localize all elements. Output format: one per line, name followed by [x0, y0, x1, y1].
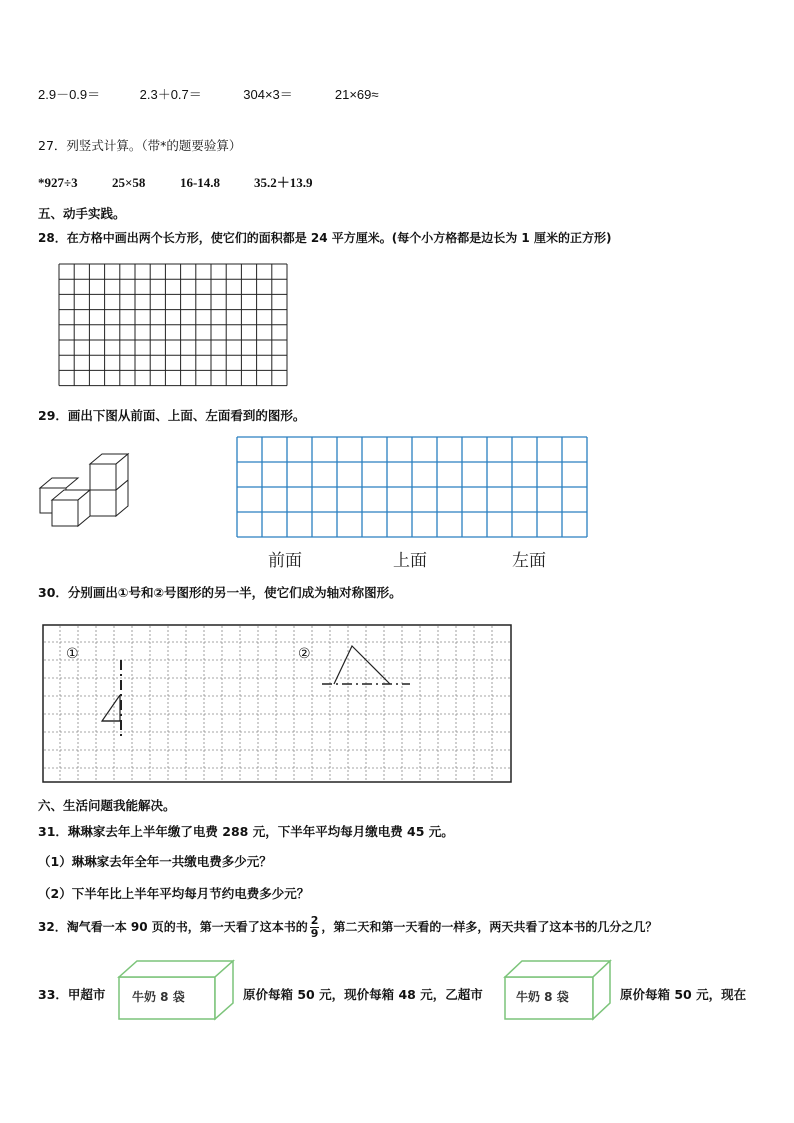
q32-fraction: [310, 915, 320, 940]
oral-calc-3: 304×3＝: [243, 87, 293, 102]
q27-title: 27．列竖式计算。（带*的题要验算）: [38, 138, 242, 153]
q32-line: [38, 915, 657, 940]
cube-stack-figure: [36, 448, 136, 530]
q27-items: [38, 172, 312, 191]
q33-tail: 原价每箱 50 元，现在: [620, 987, 747, 1002]
q28-grid[interactable]: [58, 263, 292, 387]
q27-item-1: *927÷3: [38, 175, 78, 190]
q32-frac-num: 2: [310, 914, 319, 927]
q32-after: ，第二天和第一天看的一样多，两天共看了这本书的几分之几？: [321, 920, 658, 934]
q31-sub2: （2）下半年比上半年平均每月节约电费多少元？: [38, 886, 310, 901]
q27-item-2: 25×58: [111, 175, 146, 190]
label-front: 前面: [268, 551, 302, 570]
milk-box-a-label: 牛奶 8 袋: [132, 990, 185, 1004]
q30-title: 30．分别画出①号和②号图形的另一半，使它们成为轴对称图形。: [38, 585, 402, 600]
q29-title: 29．画出下图从前面、上面、左面看到的图形。: [38, 408, 306, 423]
q27-item-3: 16-14.8: [179, 175, 221, 190]
label-left: 左面: [512, 551, 546, 570]
oral-calc-1: 2.9－0.9＝: [38, 87, 101, 102]
label-top: 上面: [393, 551, 427, 570]
oral-calc-row: [38, 84, 379, 103]
q28-title: 28．在方格中画出两个长方形，使它们的面积都是 24 平方厘米。(每个小方格都是边长为 1 厘米的正方形): [38, 231, 612, 245]
q27-item-4: 35.2＋13.9: [253, 175, 313, 190]
q32-frac-den: 9: [310, 927, 319, 940]
oral-calc-2: 2.3＋0.7＝: [139, 87, 202, 102]
mark-1: ①: [66, 646, 79, 662]
q31-sub1: （1）琳琳家去年全年一共缴电费多少元？: [38, 854, 272, 869]
milk-box-b-label: 牛奶 8 袋: [516, 990, 569, 1004]
q33-middle: 原价每箱 50 元，现价每箱 48 元，乙超市: [243, 987, 483, 1002]
q33-lead: 33．甲超市: [38, 987, 106, 1002]
section-5-heading: 五、动手实践。: [38, 206, 126, 221]
q30-symmetry-grid[interactable]: [42, 624, 512, 784]
q29-answer-grid[interactable]: [236, 436, 590, 538]
oral-calc-4: 21×69≈: [334, 87, 379, 102]
mark-2: ②: [298, 646, 311, 662]
q31-title: 31．琳琳家去年上半年缴了电费 288 元，下半年平均每月缴电费 45 元。: [38, 824, 454, 839]
q32-before: 32．淘气看一本 90 页的书，第一天看了这本书的: [38, 920, 308, 934]
section-6-heading: 六、生活问题我能解决。: [38, 798, 176, 813]
